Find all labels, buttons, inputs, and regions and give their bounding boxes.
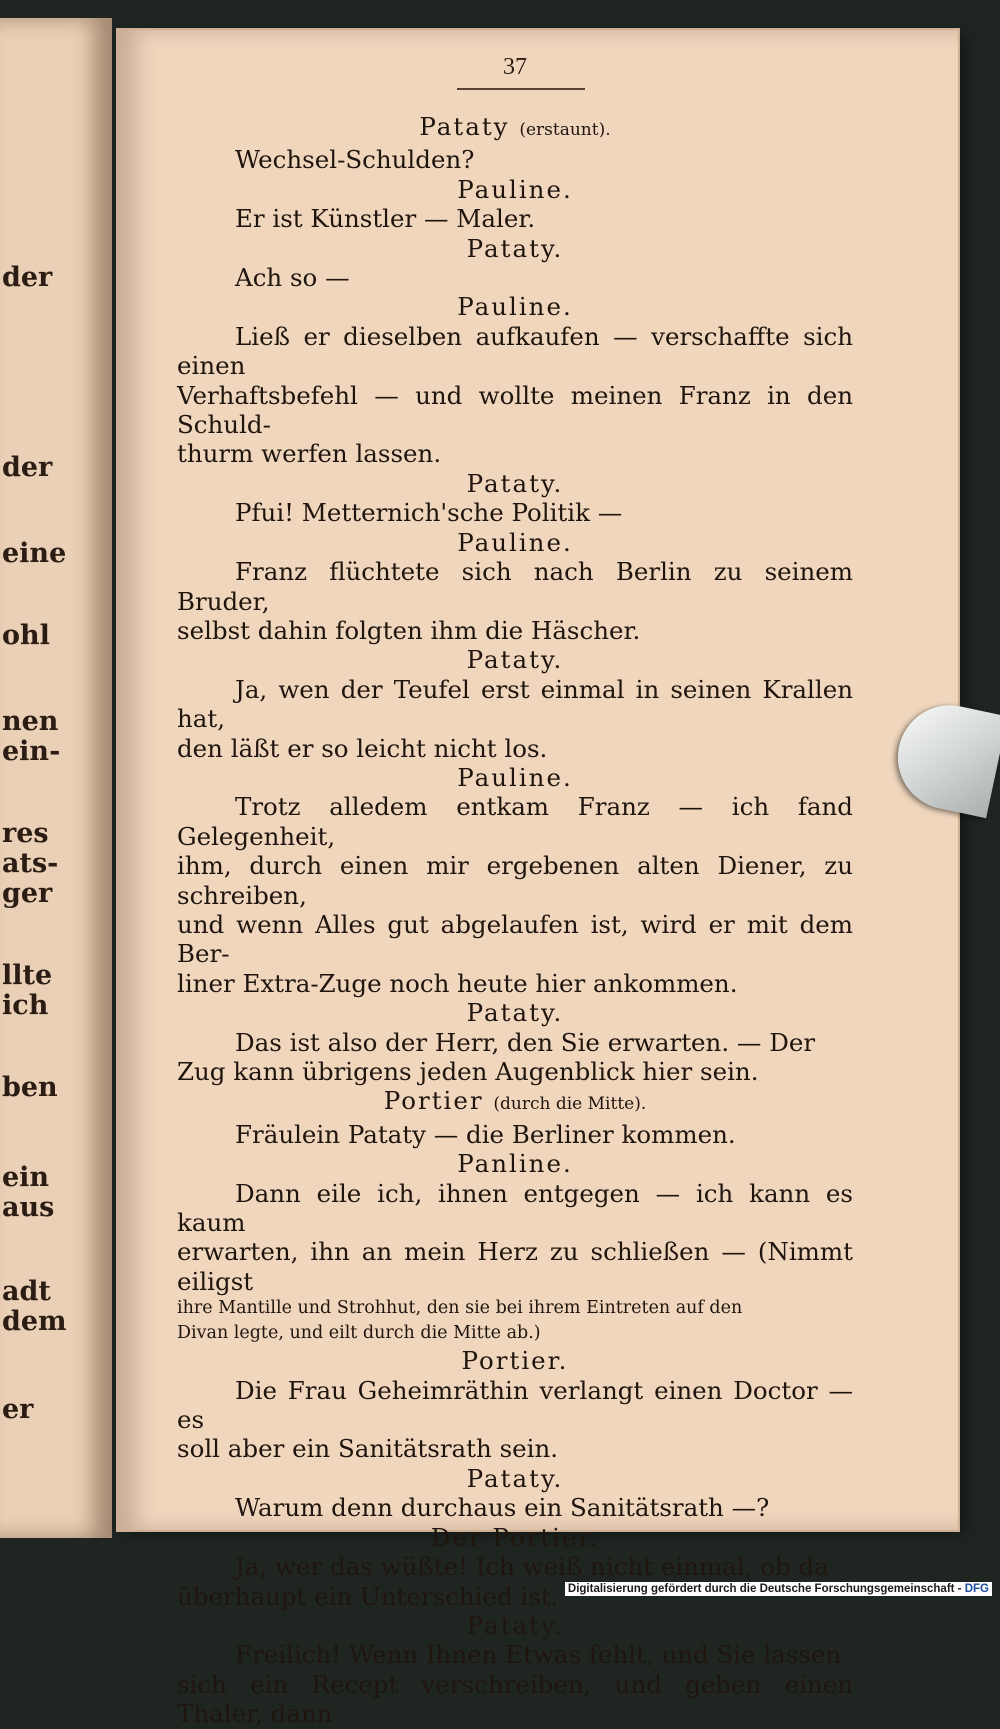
- dialogue-line: Trotz alledem entkam Franz — ich fand Gelegenheit,: [177, 792, 853, 851]
- dialogue-line: Fräulein Pataty — die Berliner kommen.: [235, 1119, 736, 1149]
- left-page-fragment: ich: [2, 990, 49, 1021]
- left-page-fragment: llte: [2, 960, 53, 991]
- left-page-fragment: ohl: [2, 620, 50, 651]
- dialogue-line: überhaupt ein Unterschied ist.: [177, 1581, 559, 1611]
- speaker-label: Pataty.: [466, 1463, 564, 1493]
- dialogue-line: Ja, wer das wüßte! Ich weiß nicht einmal, ob da: [235, 1552, 829, 1582]
- dialogue-line: Warum denn durchaus ein Sanitätsrath —?: [235, 1493, 770, 1523]
- speaker-label: Pauline.: [457, 762, 573, 792]
- left-page-fragment: ein-: [2, 736, 61, 767]
- dialogue-line: Ach so —: [235, 263, 350, 293]
- stage-direction-line: Divan legte, und eilt durch die Mitte ab.): [177, 1323, 541, 1344]
- left-page-fragment: aus: [2, 1192, 55, 1223]
- stage-direction: (erstaunt).: [519, 120, 611, 140]
- left-page-fragment: eine: [2, 538, 67, 569]
- dialogue-line: den läßt er so leicht nicht los.: [177, 733, 548, 763]
- dialogue-line: liner Extra-Zuge noch heute hier ankommen.: [177, 968, 738, 998]
- dialogue-line: Wechsel-Schulden?: [235, 145, 475, 175]
- left-page-fragment: res: [2, 818, 49, 849]
- speaker-label: Panline.: [457, 1149, 573, 1179]
- dialogue-line: Zug kann übrigens jeden Augenblick hier sein.: [177, 1057, 759, 1086]
- speaker-label: Pataty.: [466, 998, 564, 1028]
- page-number: 37: [503, 54, 527, 80]
- left-page: [0, 18, 112, 1538]
- dialogue-line: Ja, wen der Teufel erst einmal in seinen Krallen hat,: [177, 674, 853, 734]
- speaker-name: [177, 234, 853, 263]
- speaker-label: Portier: [383, 1086, 484, 1116]
- left-page-fragment: ben: [2, 1072, 58, 1103]
- speaker-name: [177, 1086, 853, 1119]
- speaker-name: [177, 469, 853, 498]
- play-text: [177, 112, 853, 1729]
- speaker-name: [177, 1149, 853, 1178]
- speaker-label: Pauline.: [457, 174, 573, 204]
- dialogue-line: und wenn Alles gut abgelaufen ist, wird er mit dem Ber-: [177, 909, 853, 969]
- digitization-footer: [565, 1582, 992, 1596]
- speaker-name: [177, 528, 853, 557]
- dfg-logo: DFG: [964, 1583, 989, 1595]
- speaker-label: Pataty.: [466, 468, 564, 498]
- stage-direction: (durch die Mitte).: [493, 1094, 647, 1115]
- speaker-label: Pataty.: [466, 1610, 564, 1640]
- speaker-label: Pataty: [419, 112, 510, 141]
- dialogue-line: sich ein Recept verschreiben, und geben einen Thaler, dann: [177, 1669, 853, 1729]
- speaker-name: [177, 292, 853, 321]
- stage-direction-line: ihre Mantille und Strohhut, den sie bei ihrem Eintreten auf den: [177, 1298, 743, 1319]
- dialogue-line: Pfui! Metternich'sche Politik —: [235, 498, 623, 528]
- speaker-name: [177, 1523, 853, 1552]
- speaker-label: Portier.: [461, 1346, 569, 1376]
- dialogue-line: Das ist also der Herr, den Sie erwarten. — Der: [235, 1027, 816, 1057]
- left-page-fragment: ger: [2, 878, 53, 909]
- speaker-name: [177, 1611, 853, 1640]
- speaker-label: Pauline.: [457, 527, 573, 557]
- dialogue-line: erwarten, ihn an mein Herz zu schließen — (Nimmt eiligst: [177, 1237, 853, 1296]
- speaker-label: Pataty.: [466, 233, 564, 263]
- footer-text: Digitalisierung gefördert durch die Deutsche Forschungsgemeinschaft -: [567, 1583, 962, 1595]
- left-page-fragment: dem: [2, 1306, 67, 1337]
- speaker-name: [177, 998, 853, 1027]
- left-page-fragment: er: [2, 1394, 34, 1425]
- dialogue-line: Dann eile ich, ihnen entgegen — ich kann es kaum: [177, 1178, 853, 1238]
- left-page-fragment: der: [2, 262, 53, 293]
- speaker-name: [177, 645, 853, 674]
- dialogue-line: Freilich! Wenn Ihnen Etwas fehlt, und Sie lassen: [235, 1640, 842, 1670]
- dialogue-line: Franz flüchtete sich nach Berlin zu seinem Bruder,: [177, 557, 853, 616]
- header-rule: [457, 88, 585, 90]
- dialogue-line: soll aber ein Sanitätsrath sein.: [177, 1434, 559, 1464]
- speaker-label: Pataty.: [466, 645, 564, 675]
- speaker-label: Pauline.: [457, 292, 573, 322]
- left-page-fragment: nen: [2, 706, 59, 737]
- left-page-fragment: ats-: [2, 848, 59, 879]
- left-page-fragment: ein: [2, 1162, 50, 1193]
- speaker-name: [177, 763, 853, 792]
- left-page-fragment: der: [2, 452, 53, 483]
- dialogue-line: Verhaftsbefehl — und wollte meinen Franz in den Schuld-: [177, 380, 853, 440]
- speaker-label: Der Portier.: [430, 1522, 600, 1552]
- speaker-name: [177, 1464, 853, 1493]
- dialogue-line: ihm, durch einen mir ergebenen alten Diener, zu schreiben,: [177, 851, 853, 910]
- speaker-name: [177, 112, 853, 145]
- left-page-fragment: adt: [2, 1276, 51, 1307]
- dialogue-line: thurm werfen lassen.: [177, 439, 442, 469]
- speaker-name: [177, 175, 853, 204]
- speaker-name: [177, 1346, 853, 1375]
- dialogue-line: Die Frau Geheimräthin verlangt einen Doctor — es: [177, 1375, 853, 1435]
- dialogue-line: selbst dahin folgten ihm die Häscher.: [177, 615, 641, 645]
- dialogue-line: Er ist Künstler — Maler.: [235, 204, 536, 234]
- dialogue-line: Ließ er dieselben aufkaufen — verschaffte sich einen: [177, 321, 853, 381]
